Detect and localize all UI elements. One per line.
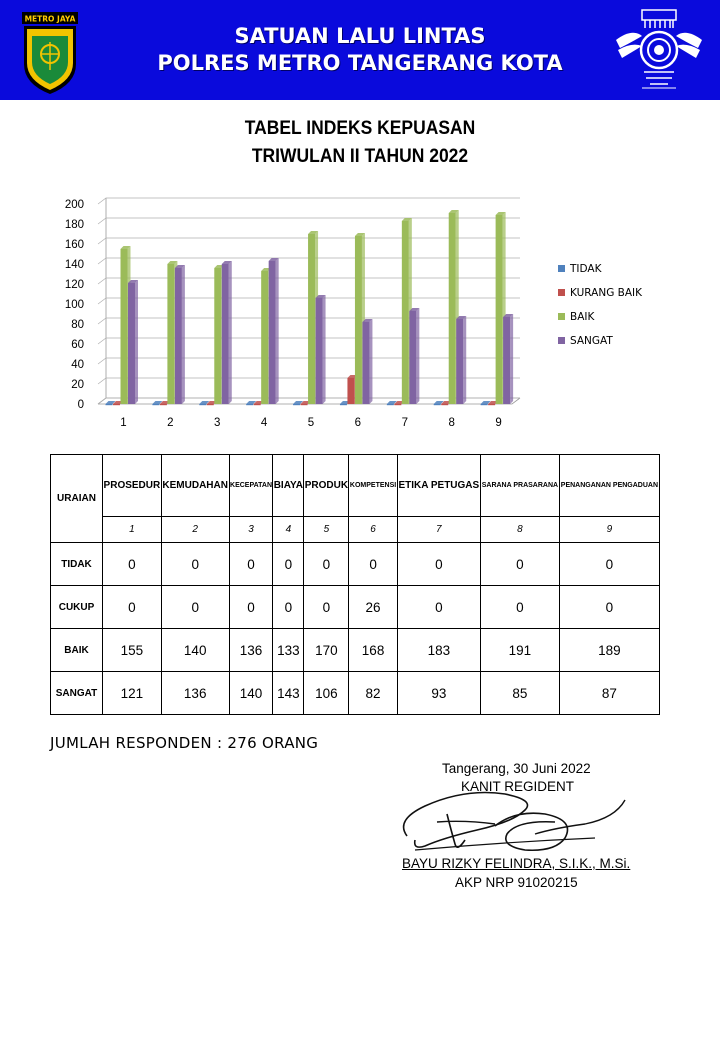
- x-tick-label: 9: [495, 417, 502, 429]
- column-number: 3: [229, 517, 273, 543]
- table-cell: 0: [273, 586, 304, 629]
- satisfaction-bar-chart: [50, 190, 690, 435]
- x-tick-label: 5: [307, 417, 315, 429]
- x-tick-label: 1: [120, 417, 127, 429]
- column-number: 5: [304, 517, 349, 543]
- signatory-rank-nrp: AKP NRP 91020215: [455, 875, 578, 890]
- table-cell: 136: [229, 629, 273, 672]
- column-header: PRODUK: [304, 455, 349, 517]
- table-cell: 191: [480, 629, 559, 672]
- table-cell: 0: [161, 586, 229, 629]
- bar-sangat: [456, 316, 466, 404]
- legend-label: TIDAK: [570, 263, 602, 275]
- column-header: KEMUDAHAN: [161, 455, 229, 517]
- table-cell: 143: [273, 672, 304, 715]
- satisfaction-index-table: [50, 454, 660, 715]
- column-header: ETIKA PETUGAS: [397, 455, 480, 517]
- column-number: 8: [480, 517, 559, 543]
- handwritten-signature: [385, 780, 645, 860]
- header-uraian: URAIAN: [51, 455, 103, 543]
- table-cell: 85: [480, 672, 559, 715]
- row-label: TIDAK: [51, 543, 103, 586]
- legend-swatch: [558, 265, 565, 272]
- column-header: BIAYA: [273, 455, 304, 517]
- x-tick-label: 4: [260, 417, 268, 429]
- y-tick-label: 40: [71, 359, 84, 371]
- table-cell: 0: [103, 543, 162, 586]
- y-tick-label: 160: [64, 239, 84, 251]
- y-tick-label: 0: [77, 399, 84, 411]
- legend-swatch: [558, 337, 565, 344]
- table-cell: 0: [559, 586, 659, 629]
- table-row: [51, 672, 660, 715]
- table-cell: 136: [161, 672, 229, 715]
- y-tick-label: 60: [71, 339, 84, 351]
- column-number: 6: [349, 517, 397, 543]
- table-cell: 170: [304, 629, 349, 672]
- legend-swatch: [558, 313, 565, 320]
- header-line2: POLRES METRO TANGERANG KOTA: [157, 51, 563, 75]
- table-cell: 0: [161, 543, 229, 586]
- y-tick-label: 140: [64, 259, 84, 271]
- column-number: 1: [103, 517, 162, 543]
- table-row: [51, 543, 660, 586]
- bar-sangat: [222, 261, 232, 404]
- x-tick-label: 6: [354, 417, 362, 429]
- table-cell: 0: [480, 543, 559, 586]
- column-number: 9: [559, 517, 659, 543]
- table-cell: 82: [349, 672, 397, 715]
- header-line1: SATUAN LALU LINTAS: [234, 24, 486, 48]
- table-cell: 183: [397, 629, 480, 672]
- bar-sangat: [175, 265, 185, 404]
- bar-sangat: [316, 295, 326, 404]
- table-cell: 0: [229, 586, 273, 629]
- bar-sangat: [409, 308, 419, 404]
- x-tick-label: 7: [401, 417, 408, 429]
- row-label: SANGAT: [51, 672, 103, 715]
- y-tick-label: 180: [64, 219, 84, 231]
- column-number: 7: [397, 517, 480, 543]
- bar-sangat: [269, 258, 279, 404]
- column-number: 2: [161, 517, 229, 543]
- legend-label: KURANG BAIK: [570, 287, 643, 299]
- bar-sangat: [503, 314, 513, 404]
- column-header: KOMPETENSI: [349, 455, 397, 517]
- column-number: 4: [273, 517, 304, 543]
- table-cell: 93: [397, 672, 480, 715]
- legend-label: BAIK: [570, 311, 595, 323]
- table-cell: 87: [559, 672, 659, 715]
- column-header: PROSEDUR: [103, 455, 162, 517]
- header-banner: [0, 0, 720, 100]
- table-row: [51, 586, 660, 629]
- respondent-count: JUMLAH RESPONDEN : 276 ORANG: [50, 734, 319, 752]
- table-cell: 0: [304, 543, 349, 586]
- column-header: PENANGANAN PENGADUAN: [559, 455, 659, 517]
- x-tick-label: 2: [167, 417, 174, 429]
- table-cell: 106: [304, 672, 349, 715]
- table-cell: 0: [304, 586, 349, 629]
- x-tick-label: 8: [448, 417, 455, 429]
- legend-swatch: [558, 289, 565, 296]
- legend-label: SANGAT: [570, 335, 613, 347]
- signature-role: KANIT REGIDENT: [461, 779, 575, 794]
- bar-sangat: [128, 280, 138, 404]
- table-cell: 168: [349, 629, 397, 672]
- y-tick-label: 200: [64, 199, 84, 211]
- traffic-police-wheel-logo: [612, 6, 706, 96]
- row-label: CUKUP: [51, 586, 103, 629]
- table-cell: 0: [103, 586, 162, 629]
- table-cell: 0: [397, 586, 480, 629]
- table-cell: 0: [480, 586, 559, 629]
- signature-place-date: Tangerang, 30 Juni 2022: [442, 761, 591, 776]
- gridline: [98, 198, 520, 204]
- x-tick-label: 3: [214, 417, 221, 429]
- y-tick-label: 100: [64, 299, 84, 311]
- table-cell: 155: [103, 629, 162, 672]
- table-cell: 133: [273, 629, 304, 672]
- table-cell: 0: [273, 543, 304, 586]
- table-cell: 140: [161, 629, 229, 672]
- table-title-line2: TRIWULAN II TAHUN 2022: [251, 146, 469, 167]
- table-cell: 121: [103, 672, 162, 715]
- table-cell: 0: [397, 543, 480, 586]
- table-cell: 0: [559, 543, 659, 586]
- table-row: [51, 629, 660, 672]
- table-cell: 140: [229, 672, 273, 715]
- table-cell: 189: [559, 629, 659, 672]
- column-header: SARANA PRASARANA: [480, 455, 559, 517]
- table-cell: 0: [349, 543, 397, 586]
- table-cell: 26: [349, 586, 397, 629]
- table-cell: 0: [229, 543, 273, 586]
- table-title-line1: TABEL INDEKS KEPUASAN: [244, 118, 476, 139]
- row-label: BAIK: [51, 629, 103, 672]
- bar-sangat: [362, 319, 372, 404]
- y-tick-label: 80: [71, 319, 84, 331]
- logo-left-text: METRO JAYA: [24, 14, 76, 24]
- y-tick-label: 20: [71, 379, 84, 391]
- signatory-name: BAYU RIZKY FELINDRA, S.I.K., M.Si.: [402, 856, 631, 871]
- y-tick-label: 120: [64, 279, 84, 291]
- column-header: KECEPATAN: [229, 455, 273, 517]
